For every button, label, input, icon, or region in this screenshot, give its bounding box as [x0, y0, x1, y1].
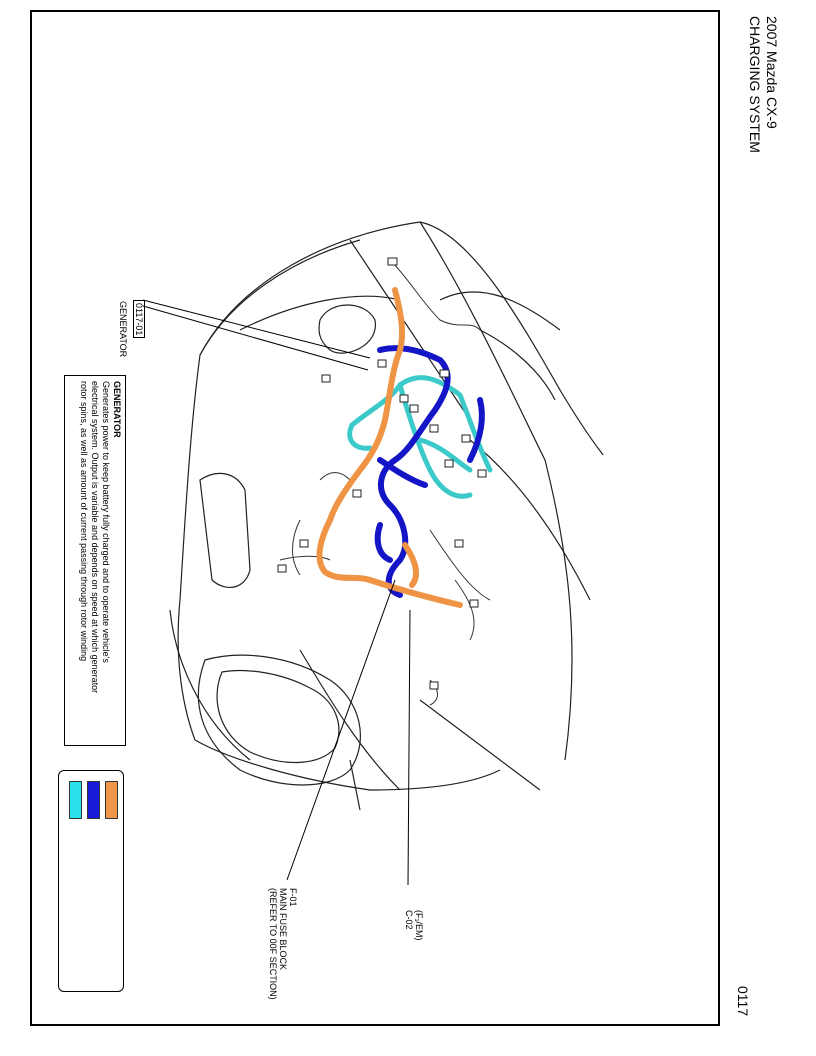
generator-code: 0117-01	[133, 300, 145, 338]
legend-swatch-cyan	[69, 781, 82, 819]
connector-line1: (F₁/EM)	[414, 910, 424, 941]
page-number	[735, 986, 750, 1016]
fuse-block-name: MAIN FUSE BLOCK	[278, 888, 288, 971]
generator-label	[118, 301, 128, 357]
description-title: GENERATOR	[112, 381, 122, 438]
thin-wiring	[280, 260, 490, 705]
vehicle-outline	[170, 222, 603, 810]
legend-swatch-blue	[87, 781, 100, 819]
header-system	[747, 16, 762, 153]
fuse-block-code: F-01	[288, 888, 298, 907]
description-line-2: electrical system. Output is variable and depends on speed at which generator	[90, 381, 100, 694]
generator-callout	[133, 300, 145, 338]
header-year-model: 2007 Mazda CX-9	[764, 16, 780, 129]
generator-description-box	[64, 375, 126, 746]
generator-label-text: GENERATOR	[118, 301, 128, 358]
connector-callout	[404, 910, 424, 941]
header-model	[764, 16, 779, 129]
color-legend	[58, 770, 124, 992]
leader-lines	[143, 300, 410, 885]
connector-line2: C-02	[404, 910, 414, 930]
page-number-text: 0117	[735, 986, 751, 1017]
description-line-3: rotor spins, as well as amount of current passing through rotor winding	[79, 381, 89, 662]
legend-swatch-orange	[105, 781, 118, 819]
header-system-title: CHARGING SYSTEM	[747, 16, 763, 153]
fuse-block-ref: (REFER TO 00F SECTION)	[268, 888, 278, 1000]
description-line-1: Generates power to keep battery fully charged and to operate vehicle's	[101, 381, 111, 663]
fuse-block-callout	[268, 888, 298, 1000]
